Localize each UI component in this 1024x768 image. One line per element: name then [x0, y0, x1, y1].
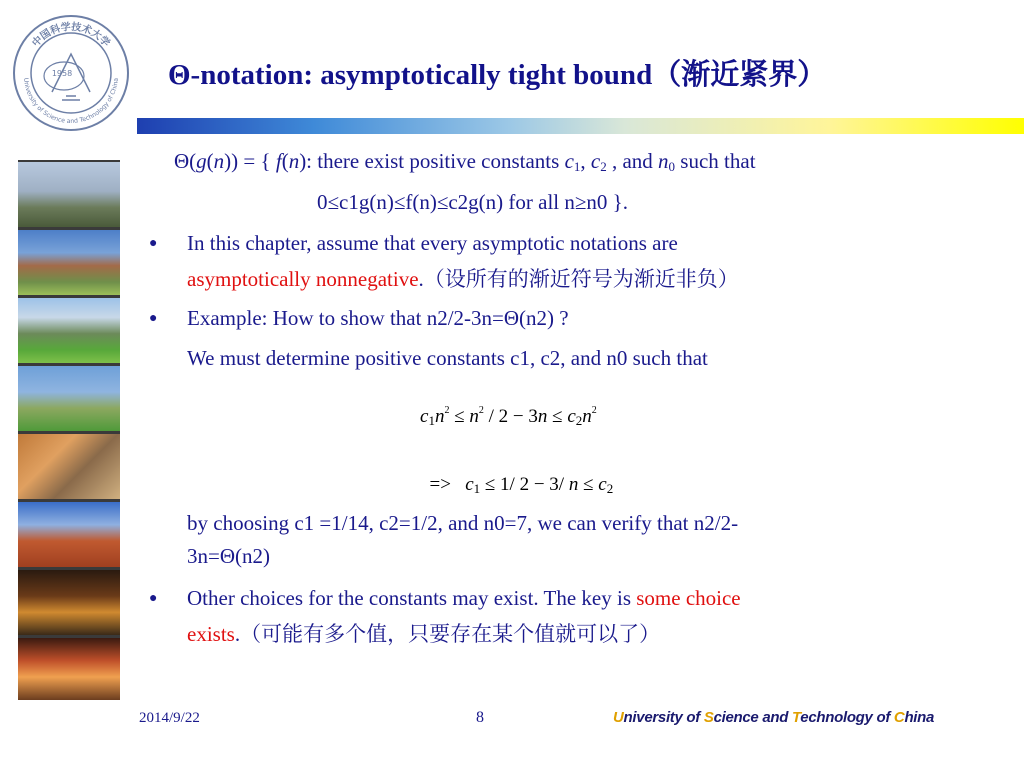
bullet-2-line-2: We must determine positive constants c1, c2, and n0 such that	[187, 346, 708, 370]
eq-op: ≤	[547, 406, 568, 427]
footer-date: 2014/9/22	[139, 710, 200, 726]
def-text: (	[281, 149, 289, 173]
def-text: , and	[606, 149, 659, 173]
def-c2: c	[590, 149, 601, 173]
logo-chinese-text: 中国科学技术大学	[30, 21, 112, 50]
def-n: n	[213, 149, 225, 173]
eq-op: ≤	[449, 406, 470, 427]
bullet-text: .（设所有的渐近符号为渐近非负）	[418, 267, 739, 291]
eq-sub: 1	[428, 413, 435, 428]
bullet-2-line-1: Example: How to show that n2/2-3n=Θ(n2) ?	[187, 306, 569, 330]
eq-op: ≤	[578, 474, 599, 495]
def-sub: 1	[573, 159, 581, 174]
def-f: f	[275, 149, 282, 173]
eq-var: n	[434, 406, 445, 427]
univ-word: cience and	[713, 709, 792, 726]
def-sub: 0	[668, 159, 676, 174]
campus-photo-4	[18, 366, 120, 431]
campus-photo-1	[18, 162, 120, 227]
def-text: ): there exist positive constants	[299, 149, 565, 173]
def-text: Θ(	[174, 149, 197, 173]
definition-line-1	[174, 149, 756, 174]
def-text: )) = {	[224, 149, 276, 173]
eq-sub: 2	[575, 413, 583, 428]
campus-photo-5	[18, 434, 120, 499]
eq-var: n	[469, 406, 479, 427]
bullet-3-line-1	[187, 586, 741, 611]
univ-initial: T	[791, 709, 801, 726]
univ-word: niversity of	[623, 709, 704, 726]
logo-english-text: University of Science and Technology of China	[21, 77, 120, 126]
footer-university-name	[613, 709, 934, 726]
campus-photo-2	[18, 230, 120, 295]
bullet-dot: ●	[149, 236, 158, 251]
highlight-text: asymptotically nonnegative	[187, 267, 419, 291]
univ-initial: S	[703, 709, 714, 726]
eq-var: c	[567, 406, 576, 427]
def-n: n	[288, 149, 300, 173]
definition-line-2: 0≤c1g(n)≤f(n)≤c2g(n) for all n≥n0 }.	[317, 190, 629, 214]
highlight-text: some choice	[636, 586, 741, 610]
eq-arrow: =>	[429, 474, 466, 495]
def-n0: n	[658, 149, 669, 173]
eq-var: n	[582, 406, 592, 427]
eq-sup: 2	[591, 405, 597, 416]
eq-var: n	[568, 474, 579, 495]
slide-title: Θ-notation: asymptotically tight bound（渐近紧界）	[168, 59, 827, 91]
eq-sup: 2	[478, 405, 484, 416]
def-text: (	[206, 149, 214, 173]
campus-photo-3	[18, 298, 120, 363]
eq-var: c	[420, 406, 429, 427]
univ-word: hina	[904, 709, 935, 726]
eq-var: c	[598, 474, 607, 495]
eq-var: c	[465, 474, 474, 495]
equation-1	[420, 406, 597, 428]
eq-op: / 2 − 3	[483, 406, 538, 427]
def-g: g	[196, 149, 207, 173]
campus-photo-7	[18, 570, 120, 635]
page-number: 8	[476, 709, 484, 726]
university-logo	[12, 14, 130, 132]
bullet-1-line-1: In this chapter, assume that every asymptotic notations are	[187, 231, 678, 255]
eq-sub: 2	[606, 481, 614, 496]
logo-year: 1958	[51, 69, 73, 78]
eq-op: ≤ 1/ 2 − 3/	[480, 474, 569, 495]
verify-line-1: by choosing c1 =1/14, c2=1/2, and n0=7, we can verify that n2/2-	[187, 511, 739, 535]
highlight-text: exists	[187, 622, 235, 646]
equation-2	[420, 452, 613, 496]
def-text: ,	[580, 149, 591, 173]
verify-line-2: 3n=Θ(n2)	[187, 544, 270, 568]
def-c1: c	[564, 149, 574, 173]
bullet-text: Other choices for the constants may exist. The key is	[187, 586, 637, 610]
def-text: such that	[675, 149, 756, 173]
bullet-dot: ●	[149, 591, 158, 606]
univ-initial: U	[613, 709, 624, 726]
eq-sub: 1	[473, 481, 481, 496]
bullet-1-line-2	[187, 263, 739, 293]
bullet-text: .（可能有多个值，只要存在某个值就可以了）	[234, 622, 661, 646]
campus-photo-8	[18, 638, 120, 700]
bullet-dot: ●	[149, 311, 158, 326]
eq-sup: 2	[444, 405, 450, 416]
bullet-3-line-2	[187, 618, 660, 648]
campus-photo-strip	[18, 160, 120, 700]
eq-var: n	[537, 406, 548, 427]
title-gradient-bar	[137, 118, 1024, 134]
univ-initial: C	[893, 709, 905, 726]
univ-word: echnology of	[800, 709, 894, 726]
campus-photo-6	[18, 502, 120, 567]
def-sub: 2	[600, 159, 607, 174]
